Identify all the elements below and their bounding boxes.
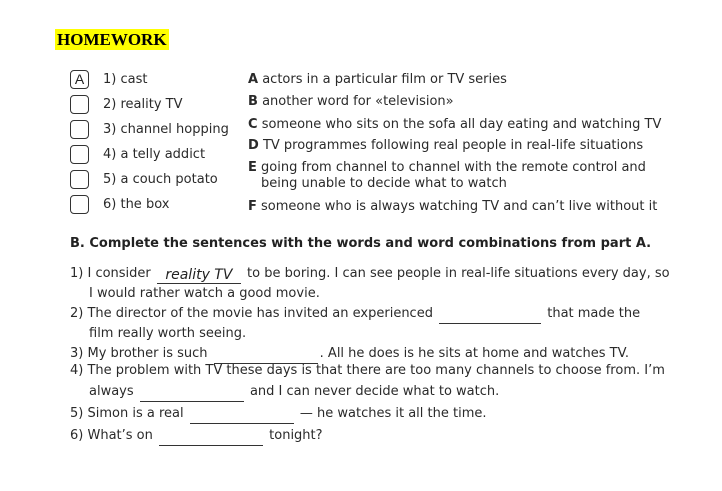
sentence-text: 1) I consider <box>70 266 151 281</box>
answer-box[interactable] <box>70 195 89 214</box>
definition-item <box>248 94 454 110</box>
sentence-text: and I can never decide what to watch. <box>249 384 500 399</box>
sentence-text: to be boring. I can see people in real-life situations every day, so <box>247 266 670 281</box>
sentence-text: 2) The director of the movie has invited an experienced <box>70 306 433 321</box>
definition-item <box>248 138 643 154</box>
answer-box[interactable] <box>70 145 89 164</box>
sentence-5 <box>70 404 487 424</box>
section-b-heading: B. Complete the sentences with the words and word combinations from part A. <box>70 236 652 251</box>
definition-item <box>248 72 507 88</box>
definition-text: TV programmes following real people in real-life situations <box>262 138 644 153</box>
answer-blank[interactable] <box>159 429 263 446</box>
answer-box[interactable] <box>70 95 89 114</box>
sentence-text: always <box>89 384 134 399</box>
sentence-2 <box>70 304 640 344</box>
definition-letter: B <box>248 94 258 109</box>
sentence-4 <box>70 361 665 381</box>
sentence-text: 4) The problem with TV these days is that there are too many channels to choose from. I’m <box>70 363 665 378</box>
answer-blank[interactable] <box>190 407 294 424</box>
sentence-1 <box>70 264 670 304</box>
term-label: 5) a couch potato <box>103 172 218 187</box>
sentence-text-continued: I would rather watch a good movie. <box>89 286 320 301</box>
answer-blank[interactable] <box>439 307 541 324</box>
definition-letter: F <box>248 199 257 214</box>
answer-blank[interactable]: reality TV <box>157 267 241 284</box>
sentence-text: tonight? <box>269 428 323 443</box>
term-label: 1) cast <box>103 72 148 87</box>
term-label: 3) channel hopping <box>103 122 229 137</box>
sentence-4-line2 <box>89 382 499 402</box>
answer-box[interactable] <box>70 170 89 189</box>
sentence-6 <box>70 426 323 446</box>
answer-box[interactable]: A <box>70 70 89 89</box>
definition-item <box>248 160 646 192</box>
term-label: 4) a telly addict <box>103 147 206 162</box>
definition-letter: E <box>248 160 257 175</box>
definition-item <box>248 199 657 215</box>
sentence-text-continued: film really worth seeing. <box>89 326 247 341</box>
definition-text: someone who sits on the sofa all day eating and watching TV <box>261 117 662 132</box>
sentence-text: that made the <box>547 306 641 321</box>
sentence-text: 3) My brother is such <box>70 346 208 361</box>
definition-letter: D <box>248 138 259 153</box>
term-label: 2) reality TV <box>103 97 183 112</box>
answer-box[interactable] <box>70 120 89 139</box>
definition-text: actors in a particular film or TV series <box>262 72 507 87</box>
sentence-text: . All he does is he sits at home and watches TV. <box>319 346 629 361</box>
term-label: 6) the box <box>103 197 170 212</box>
homework-title: HOMEWORK <box>57 30 167 49</box>
definition-text: someone who is always watching TV and can’t live without it <box>261 199 658 214</box>
definition-item <box>248 117 661 133</box>
sentence-text: 6) What’s on <box>70 428 153 443</box>
definition-text: another word for «television» <box>262 94 454 109</box>
sentence-text: — he watches it all the time. <box>299 406 487 421</box>
definition-letter: C <box>248 117 258 132</box>
sentence-text: 5) Simon is a real <box>70 406 184 421</box>
definition-letter: A <box>248 72 259 87</box>
answer-blank[interactable] <box>140 385 244 402</box>
definition-text: going from channel to channel with the remote control and <box>261 160 646 175</box>
definition-text-continued: being unable to decide what to watch <box>261 176 507 191</box>
